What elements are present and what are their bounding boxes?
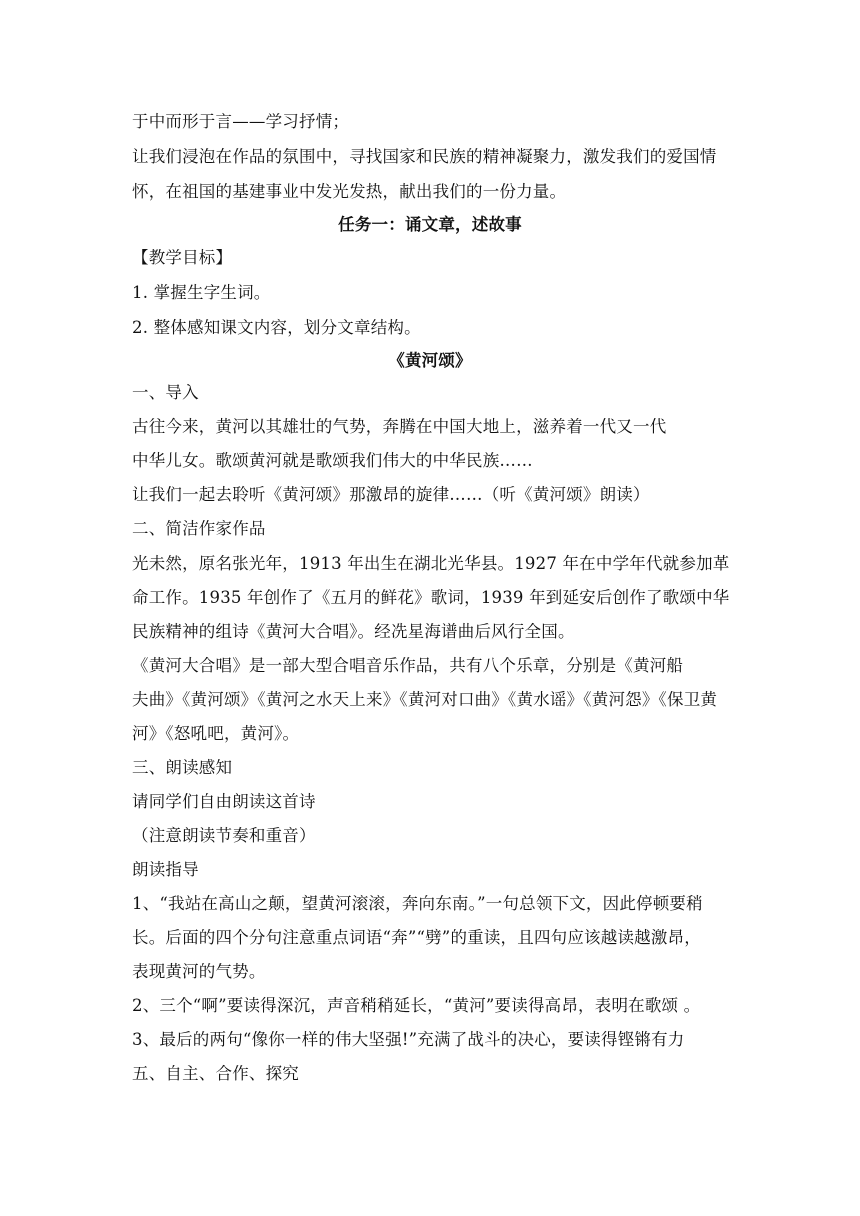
text-line: 古往今来，黄河以其雄壮的气势，奔腾在中国大地上，滋养着一代又一代 [132,417,667,436]
text-line: 让我们一起去聆听《黄河颂》那激昂的旋律……（听《黄河颂》朗读） [132,485,650,504]
text-line: 一、导入 [132,383,199,402]
text-line: 夫曲》《黄河颂》《黄河之水天上来》《黄河对口曲》《黄水谣》《黄河怨》《保卫黄 [132,690,718,709]
text-line: 五、自主、合作、探究 [132,1064,299,1083]
text-line: 二、简洁作家作品 [132,519,266,538]
text-line: 【教学目标】 [132,248,233,267]
text-line: （注意朗读节奏和重音） [132,826,316,845]
text-line: 长。后面的四个分句注意重点词语“奔”“劈”的重读，且四句应该越读越激昂， [132,928,701,947]
text-line: 2、三个“啊”要读得深沉，声音稍稍延长，“黄河”要读得高昂，表明在歌颂 。 [132,996,701,1015]
text-line: 请同学们自由朗读这首诗 [132,792,316,811]
text-line: 河》《怒吼吧，黄河》。 [132,724,300,743]
article-title: 《黄河颂》 [388,351,472,370]
text-line: 怀，在祖国的基建事业中发光发热，献出我们的一份力量。 [132,182,567,201]
text-line: 民族精神的组诗《黄河大合唱》。经冼星海谱曲后风行全国。 [132,622,575,641]
text-line: 3、最后的两句“像你一样的伟大坚强!”充满了战斗的决心，要读得铿锵有力 [132,1030,685,1049]
text-line: 让我们浸泡在作品的氛围中，寻找国家和民族的精神凝聚力，激发我们的爱国情 [132,147,717,166]
text-line: 三、朗读感知 [132,758,233,777]
list-item: 1. 掌握生字生词。 [132,283,271,302]
text-line: 于中而形于言——学习抒情； [132,112,350,131]
text-line: 表现黄河的气势。 [132,962,266,981]
list-item: 2. 整体感知课文内容，划分文章结构。 [132,318,421,337]
text-line: 光未然，原名张光年，1913 年出生在湖北光华县。1927 年在中学年代就参加革 [132,554,730,573]
text-line: 中华儿女。歌颂黄河就是歌颂我们伟大的中华民族…… [132,451,533,470]
text-line: 朗读指导 [132,860,199,879]
text-line: 1、“我站在高山之颠，望黄河滚滚，奔向东南。”一句总领下文，因此停顿要稍 [132,894,703,913]
section-heading: 任务一：诵文章，述故事 [338,215,522,234]
text-line: 命工作。1935 年创作了《五月的鲜花》歌词，1939 年到延安后创作了歌颂中华 [132,588,730,607]
text-line: 《黄河大合唱》是一部大型合唱音乐作品，共有八个乐章，分别是《黄河船 [132,656,684,675]
